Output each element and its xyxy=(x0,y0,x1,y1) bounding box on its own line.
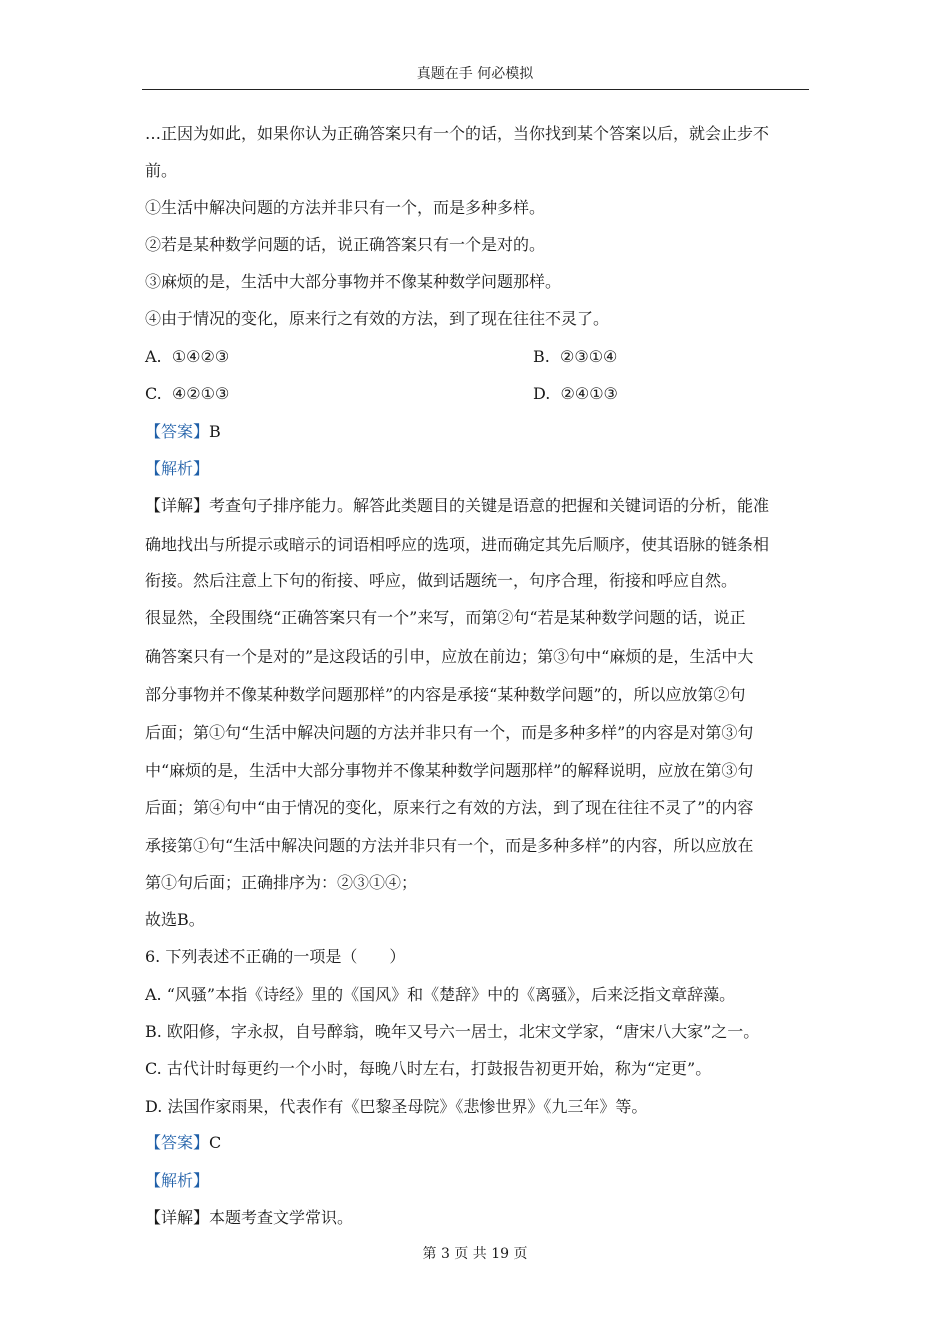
answer-value: B xyxy=(209,422,221,441)
q6-analysis-heading xyxy=(145,1170,815,1192)
q5-detail-line: 部分事物并不像某种数学问题那样”的内容是承接“某种数学问题”的，所以应放第②句 xyxy=(145,685,746,704)
q5-detail-line: 衔接。然后注意上下句的衔接、呼应，做到话题统一，句序合理，衔接和呼应自然。 xyxy=(145,571,738,590)
q6-option-b: B. 欧阳修，字永叔，自号醉翁，晚年又号六一居士，北宋文学家，“唐宋八大家”之一。 xyxy=(145,1022,760,1041)
q6-stem: 6. 下列表述不正确的一项是（ ） xyxy=(145,947,406,966)
option-letter: C. xyxy=(145,384,162,403)
q5-option-c xyxy=(145,383,229,405)
sentence-1: ①生活中解决问题的方法并非只有一个，而是多种多样。 xyxy=(145,198,546,217)
q5-detail-line: 确答案只有一个是对的”是这段话的引申，应放在前边；第③句中“麻烦的是，生活中大 xyxy=(145,647,754,666)
option-letter: A. xyxy=(145,347,162,366)
detail-tag: 【详解】 xyxy=(145,496,210,515)
page-header: 真题在手 何必模拟 xyxy=(416,66,534,82)
q5-option-a xyxy=(145,346,229,368)
q5-detail-line: 第①句后面；正确排序为：②③①④； xyxy=(145,873,418,892)
q5-detail-line: 故选B。 xyxy=(145,910,205,929)
q6-option-c: C. 古代计时每更约一个小时，每晚八时左右，打鼓报告初更开始，称为“定更”。 xyxy=(145,1059,712,1078)
q5-option-b xyxy=(533,346,617,368)
q5-detail-line xyxy=(145,495,815,517)
page-footer: 第 3 页 共 19 页 xyxy=(422,1246,528,1262)
q5-answer xyxy=(145,421,815,443)
header-rule xyxy=(142,89,809,90)
q5-detail-line: 承接第①句“生活中解决问题的方法并非只有一个，而是多种多样”的内容，所以应放在 xyxy=(145,836,754,855)
q6-option-d: D. 法国作家雨果，代表作有《巴黎圣母院》《悲惨世界》《九三年》等。 xyxy=(145,1097,648,1116)
sentence-3: ③麻烦的是，生活中大部分事物并不像某种数学问题那样。 xyxy=(145,272,562,291)
detail-text: 本题考查文学常识。 xyxy=(209,1208,354,1227)
q5-detail-line: 后面；第④句中“由于情况的变化，原来行之有效的方法，到了现在往往不灵了”的内容 xyxy=(145,798,754,817)
q6-detail xyxy=(145,1207,815,1229)
option-text: ②④①③ xyxy=(560,384,618,403)
detail-tag: 【详解】 xyxy=(145,1208,210,1227)
q6-option-a: A. “风骚”本指《诗经》里的《国风》和《楚辞》中的《离骚》，后来泛指文章辞藻。 xyxy=(145,985,736,1004)
option-text: ②③①④ xyxy=(560,347,618,366)
option-text: ①④②③ xyxy=(171,347,230,366)
analysis-tag: 【解析】 xyxy=(145,1171,210,1190)
option-letter: D. xyxy=(533,384,551,403)
answer-value: C xyxy=(209,1133,222,1152)
passage-intro-line-2: 前。 xyxy=(145,161,178,180)
answer-tag: 【答案】 xyxy=(145,422,210,441)
detail-text: 考查句子排序能力。解答此类题目的关键是语意的把握和关键词语的分析，能准 xyxy=(209,496,770,515)
q5-analysis-heading xyxy=(145,458,815,480)
sentence-4: ④由于情况的变化，原来行之有效的方法，到了现在往往不灵了。 xyxy=(145,309,610,328)
answer-tag: 【答案】 xyxy=(145,1133,210,1152)
option-text: ④②①③ xyxy=(171,384,230,403)
q5-detail-line: 确地找出与所提示或暗示的词语相呼应的选项，进而确定其先后顺序，使其语脉的链条相 xyxy=(145,535,770,554)
passage-intro-line-1: …正因为如此，如果你认为正确答案只有一个的话，当你找到某个答案以后，就会止步不 xyxy=(145,124,770,143)
q6-answer xyxy=(145,1132,815,1154)
q5-option-d xyxy=(533,383,618,405)
option-letter: B. xyxy=(533,347,550,366)
q5-detail-line: 很显然，全段围绕“正确答案只有一个”来写，而第②句“若是某种数学问题的话，说正 xyxy=(145,608,746,627)
q5-detail-line: 后面；第①句“生活中解决问题的方法并非只有一个，而是多种多样”的内容是对第③句 xyxy=(145,723,754,742)
analysis-tag: 【解析】 xyxy=(145,459,210,478)
q5-detail-line: 中“麻烦的是，生活中大部分事物并不像某种数学问题那样”的解释说明，应放在第③句 xyxy=(145,761,754,780)
sentence-2: ②若是某种数学问题的话，说正确答案只有一个是对的。 xyxy=(145,235,546,254)
